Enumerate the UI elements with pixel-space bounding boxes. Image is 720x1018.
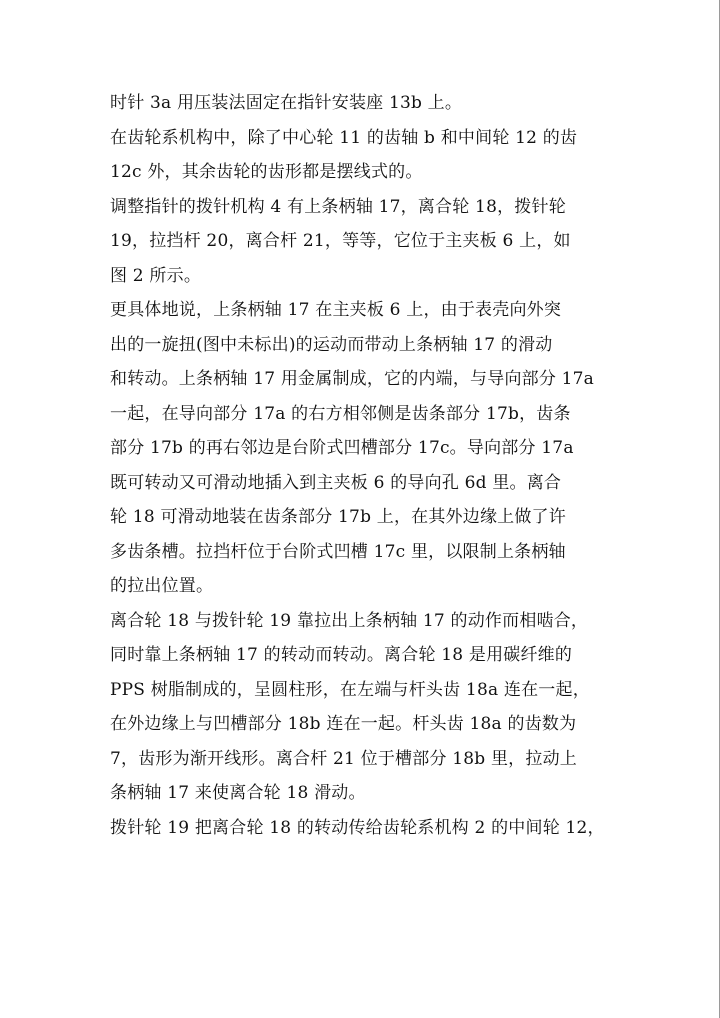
document-body (110, 86, 615, 845)
paragraph-setting-mechanism: 调整指针的拨针机构 4 有上条柄轴 17，离合轮 18，拨针轮 19，拉挡杆 20，离合杆 21，等等，它位于主夹板 6 上，如 图 2 所示。 (110, 196, 571, 286)
paragraph-setting-wheel: 拨针轮 19 把离合轮 18 的转动传给齿轮系机构 2 的中间轮 12， (110, 817, 605, 838)
paragraph-clutch-wheel: 离合轮 18 与拨针轮 19 靠拉出上条柄轴 17 的动作而相啮合， 同时靠上条柄轴 17 的转动而转动。离合轮 18 是用碳纤维的 PPS 树脂制成的，呈圆柱形，在左端与杆头齿 18a 连在一起， 在外边缘上与凹槽部分 18b 连在一起。杆头齿 18a 的齿数为 7，齿形为渐开线形。离合杆 21 位于槽部分 18b 里，拉动上 条柄轴 17 来使离合轮 18 滑动。 (110, 610, 590, 803)
paragraph-hour-hand: 时针 3a 用压装法固定在指针安装座 13b 上。 (110, 93, 463, 113)
paragraph-winding-stem: 更具体地说，上条柄轴 17 在主夹板 6 上，由于表壳向外突 出的一旋扭(图中未标出)的运动而带动上条柄轴 17 的滑动 和转动。上条柄轴 17 用金属制成，它的内端，与导向部分 17a 一起，在导向部分 17a 的右方相邻侧是齿条部分 17b，齿条 部分 17b 的再右邻边是台阶式凹槽部分 17c。导向部分 17a 既可转动又可滑动地插入到主夹板 6 的导向孔 6d 里。离合 轮 18 可滑动地装在齿条部分 17b 上，在其外边缘上做了许 多齿条槽。拉挡杆位于台阶式凹槽 17c 里，以限制上条柄轴 的拉出位置。 (110, 300, 595, 596)
paragraph-gear-train: 在齿轮系机构中，除了中心轮 11 的齿轴 b 和中间轮 12 的齿 12c 外，其余齿轮的齿形都是摆线式的。 (110, 127, 578, 182)
